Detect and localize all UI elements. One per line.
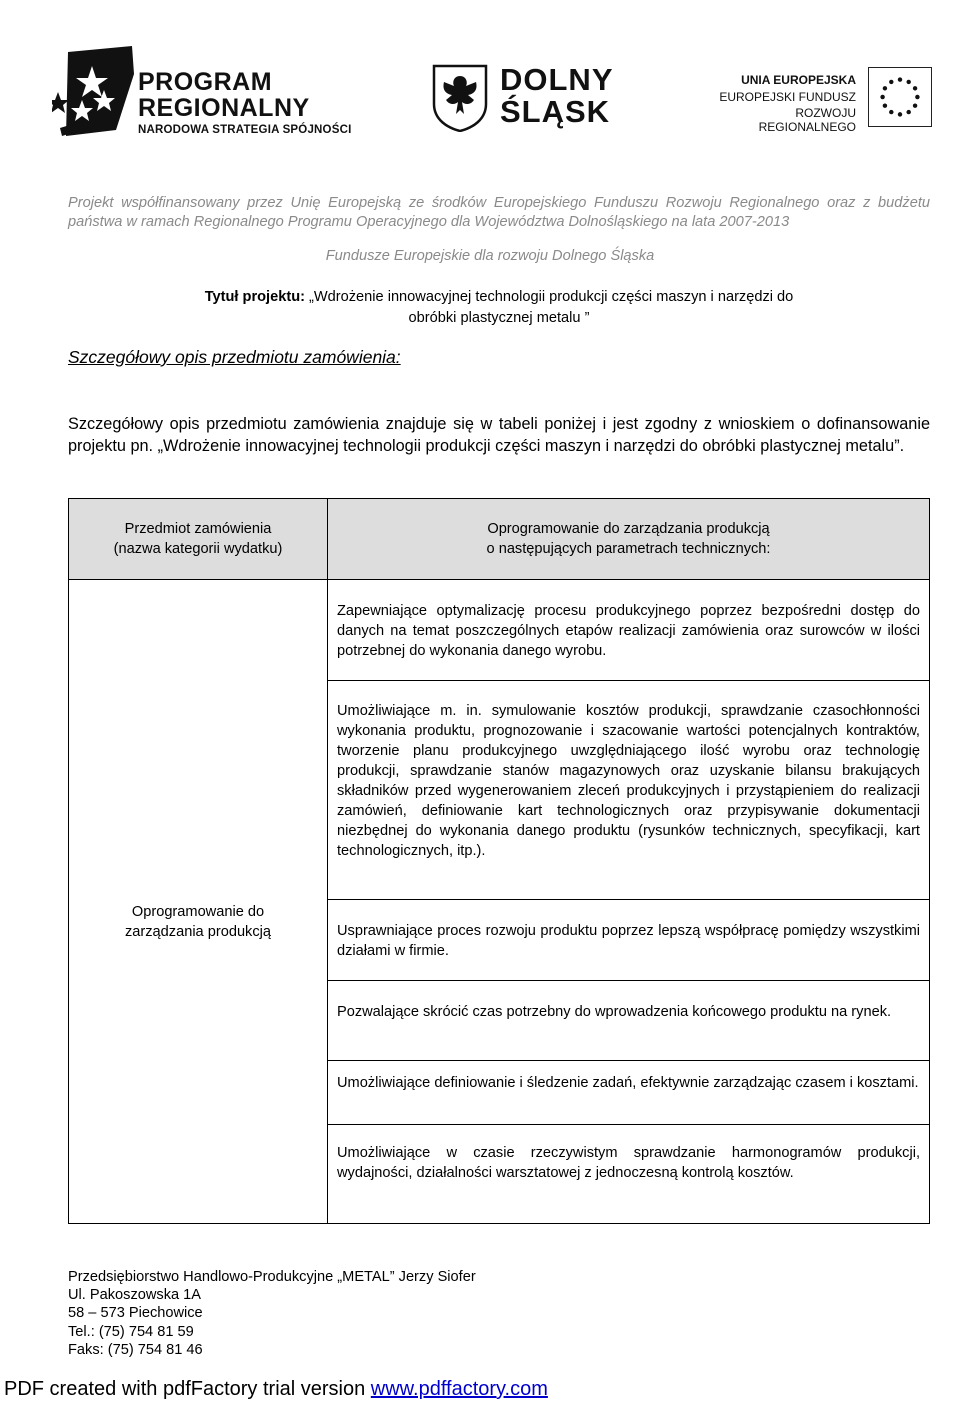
project-title-label: Tytuł projektu:: [204, 289, 305, 305]
company-address: [68, 1268, 476, 1359]
eagle-crest-icon: [432, 64, 488, 132]
eu-logo-line2: EUROPEJSKI FUNDUSZ: [719, 90, 856, 104]
table-row: [327, 680, 930, 900]
table-header-right: [327, 498, 930, 580]
table-row-text: Zapewniające optymalizację procesu produkcyjnego poprzez bezpośredni dostęp do danych na temat poszczególnych etapów realizacji zamówienia oraz surowców w ilości potrzebnej do wykonania danego wyrobu.: [337, 603, 920, 659]
table-row: [327, 899, 930, 981]
table-row: [327, 1060, 930, 1125]
table-category-line1: Oprogramowanie do: [131, 904, 265, 920]
project-title: [68, 287, 930, 329]
company-name: Przedsiębiorstwo Handlowo-Produkcyjne „METAL” Jerzy Siofer: [68, 1269, 476, 1285]
program-regionalny-line3: NARODOWA STRATEGIA SPÓJNOŚCI: [138, 124, 352, 136]
project-title-line1: „Wdrożenie innowacyjnej technologii produkcji części maszyn i narzędzi do: [309, 289, 794, 305]
company-city: 58 – 573 Piechowice: [68, 1305, 203, 1322]
company-fax: Faks: (75) 754 81 46: [68, 1341, 203, 1358]
table-row: [327, 980, 930, 1061]
table-row-text: Umożliwiające w czasie rzeczywistym sprawdzanie harmonogramów produkcji, wydajności, działalności warsztatowej z jednoczesną kontrolą kosztów.: [337, 1145, 920, 1181]
section-heading: Szczegółowy opis przedmiotu zamówienia:: [68, 347, 401, 367]
eu-logo-line1: UNIA EUROPEJSKA: [741, 73, 856, 87]
pdf-footer: [4, 1378, 548, 1401]
table-header-left-line1: Przedmiot zamówienia: [124, 521, 272, 537]
company-street: Ul. Pakoszowska 1A: [68, 1287, 202, 1304]
cofinancing-statement: Projekt współfinansowany przez Unię Europejską ze środków Europejskiego Funduszu Rozwoju Regionalnego oraz z budżetu państwa w ramach Regionalnego Programu Operacyjnego dla Województwa Dolnośląskiego na lata 2007-2013: [68, 195, 930, 230]
eu-logo-line3: ROZWOJU REGIONALNEGO: [758, 106, 856, 134]
program-regionalny-line1: PROGRAM: [138, 68, 273, 96]
table-header-right-line2: o następujących parametrach technicznych:: [486, 541, 771, 557]
program-regionalny-line2: REGIONALNY: [138, 94, 310, 122]
table-row: [327, 579, 930, 681]
company-phone: Tel.: (75) 754 81 59: [68, 1323, 194, 1340]
table-row-text: Usprawniające proces rozwoju produktu poprzez lepszą współpracę pomiędzy wszystkimi działami w firmie.: [337, 923, 920, 959]
table-category-line2: zarządzania produkcją: [124, 924, 272, 940]
intro-paragraph: Szczegółowy opis przedmiotu zamówienia znajduje się w tabeli poniżej i jest zgodny z wnioskiem o dofinansowanie projektu pn. „Wdrożenie innowacyjnej technologii produkcji części maszyn i narzędzi do obróbki plastycznej metalu”.: [68, 415, 930, 455]
project-title-line2: obróbki plastycznej metalu ”: [408, 310, 590, 326]
dolny-slask-line2: ŚLĄSK: [500, 94, 611, 129]
pdffactory-link[interactable]: www.pdffactory.com: [370, 1378, 548, 1400]
table-row-text: Umożliwiające definiowanie i śledzenie zadań, efektywnie zarządzając czasem i kosztami.: [337, 1075, 919, 1091]
table-category-cell: [68, 579, 328, 1224]
table-header-right-line1: Oprogramowanie do zarządzania produkcją: [487, 521, 770, 537]
pdf-footer-text: PDF created with pdfFactory trial version: [4, 1378, 371, 1400]
dolny-slask-line1: DOLNY: [500, 62, 614, 97]
fundusze-europejskie-text: Fundusze Europejskie dla rozwoju Dolnego Śląska: [325, 248, 655, 264]
table-header-left-line2: (nazwa kategorii wydatku): [113, 541, 283, 557]
table-row: [327, 1124, 930, 1224]
table-row-text: Umożliwiające m. in. symulowanie kosztów produkcji, sprawdzanie czasochłonności wykonania produktu, prognozowanie i szacowanie wartości potencjalnych kontraktów, tworzenie planu produkcyjnego uwzględniającego ilość wyrobu oraz technologię produkcji, sprawdzanie stanów magazynowych oraz uzyskanie bilansu brakujących składników przed wygenerowaniem zleceń produkcyjnych i przystąpieniem do realizacji zamówień, definiowanie kart technologicznych oraz przypisywanie dokumentacji niezbędnej do wykonania danego produktu (rysunków technicznych, specyfikacji, kart technologicznych, itp.).: [337, 703, 920, 859]
table-header-left: [68, 498, 328, 580]
table-row-text: Pozwalające skrócić czas potrzebny do wprowadzenia końcowego produktu na rynek.: [337, 1004, 892, 1020]
eu-flag-icon: [868, 67, 932, 127]
specification-table: [68, 498, 930, 1224]
